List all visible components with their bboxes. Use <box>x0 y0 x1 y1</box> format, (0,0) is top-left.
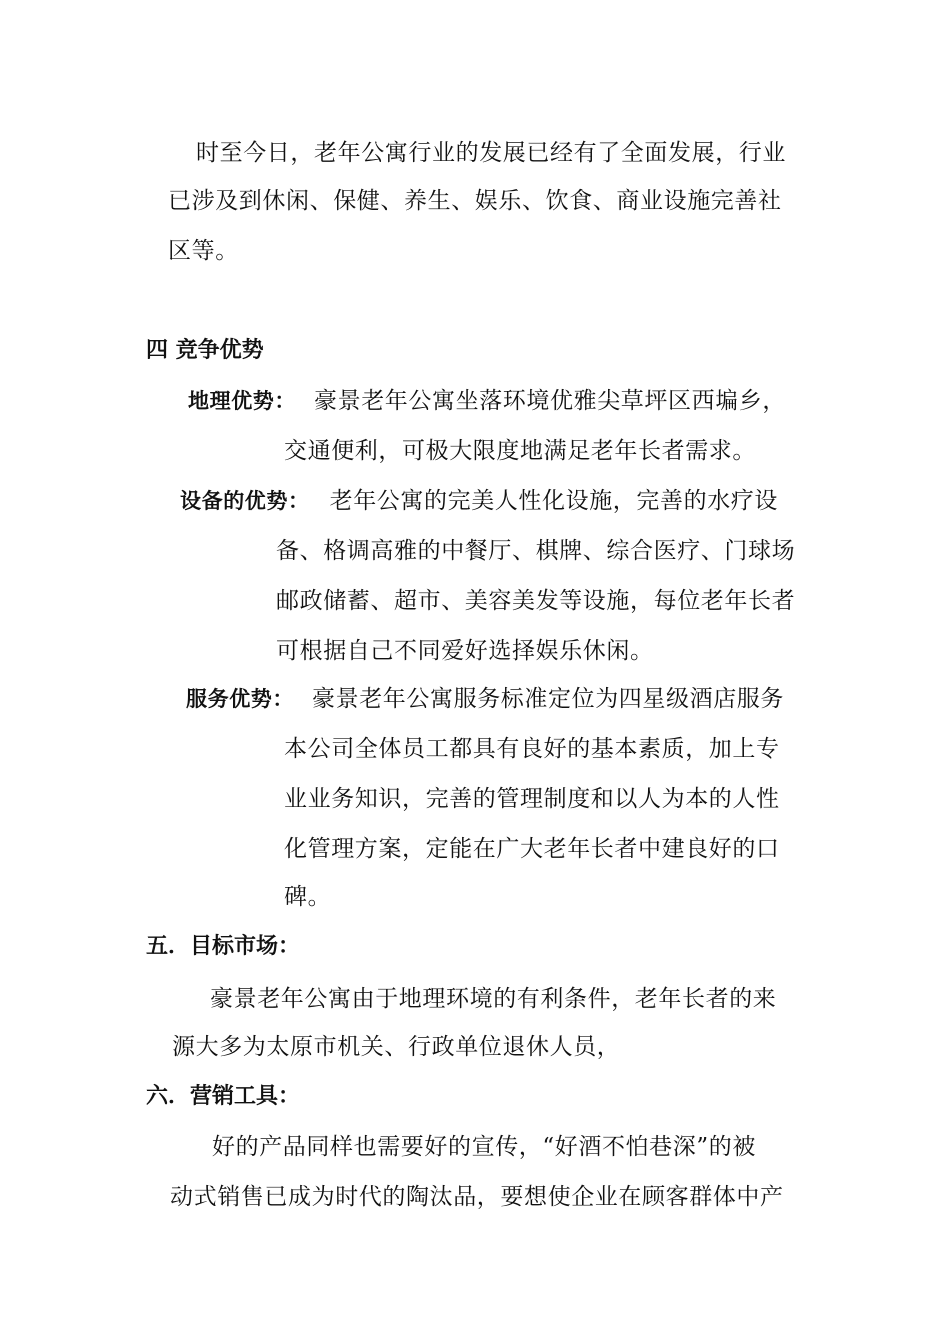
geo-advantage-line-1 <box>188 386 786 416</box>
section-5-line-2: 源大多为太原市机关、行政单位退休人员， <box>172 1034 621 1060</box>
section-6-line-1: 好的产品同样也需要好的宣传，“好酒不怕巷深”的被 <box>212 1134 756 1160</box>
equipment-advantage-line-2: 备、格调高雅的中餐厅、棋牌、综合医疗、门球场 <box>276 538 796 564</box>
service-advantage-line-4: 化管理方案，定能在广大老年长者中建良好的口 <box>284 836 780 862</box>
section-6-heading: 六．营销工具： <box>146 1084 301 1109</box>
equipment-advantage-line-4: 可根据自己不同爱好选择娱乐休闲。 <box>276 638 654 664</box>
geo-advantage-line-2: 交通便利，可极大限度地满足老年长者需求。 <box>284 438 756 464</box>
section-5-heading: 五．目标市场： <box>146 934 301 959</box>
equipment-advantage-line-3: 邮政储蓄、超市、美容美发等设施，每位老年长者 <box>276 588 796 614</box>
geo-advantage-label: 地理优势： <box>188 389 296 413</box>
service-advantage-line-3: 业业务知识，完善的管理制度和以人为本的人性 <box>284 786 780 812</box>
geo-advantage-text-1: 豪景老年公寓坐落环境优雅尖草坪区西𡎚乡， <box>314 388 786 414</box>
section-5-line-1: 豪景老年公寓由于地理环境的有利条件，老年长者的来 <box>210 986 777 1012</box>
service-advantage-line-5: 碑。 <box>284 884 332 910</box>
intro-line-2: 已涉及到休闲、保健、养生、娱乐、饮食、商业设施完善社 <box>168 188 782 214</box>
intro-line-3: 区等。 <box>168 238 239 264</box>
service-advantage-line-2: 本公司全体员工都具有良好的基本素质，加上专 <box>284 736 780 762</box>
service-advantage-text-1: 豪景老年公寓服务标准定位为四星级酒店服务 <box>312 686 784 712</box>
section-6-line-2: 动式销售已成为时代的陶汰品，要想使企业在顾客群体中产 <box>170 1184 784 1210</box>
service-advantage-line-1 <box>186 684 784 714</box>
equipment-advantage-label: 设备的优势： <box>180 489 310 513</box>
equipment-advantage-line-1 <box>180 486 778 516</box>
service-advantage-label: 服务优势： <box>186 687 294 711</box>
equipment-advantage-text-1: 老年公寓的完美人性化设施，完善的水疗设 <box>329 488 779 514</box>
intro-line-1: 时至今日，老年公寓行业的发展已经有了全面发展，行业 <box>196 140 786 166</box>
section-4-heading: 四 竞争优势 <box>146 338 264 363</box>
